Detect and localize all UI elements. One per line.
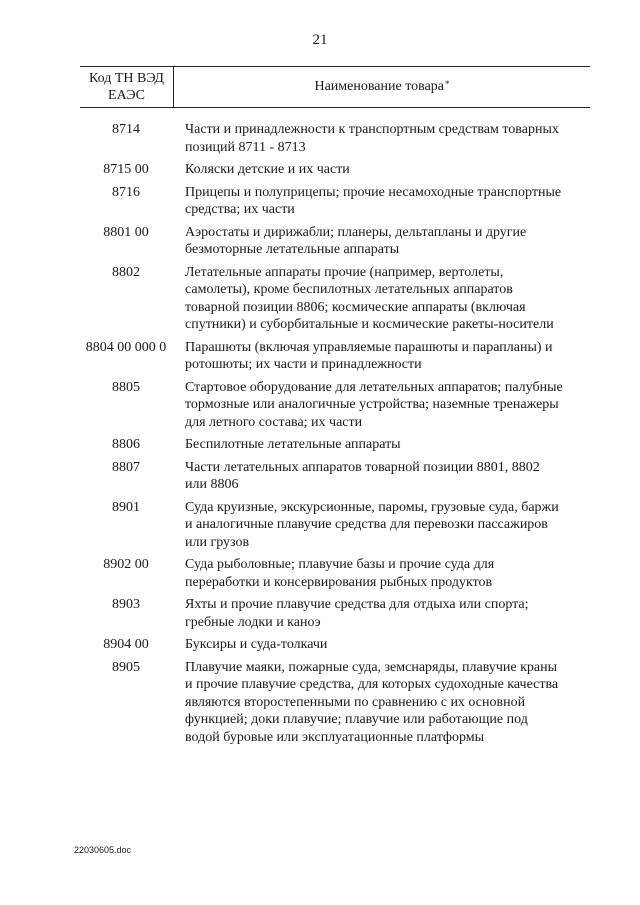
table-row — [74, 596, 590, 631]
header-code-line1: Код ТН ВЭД — [89, 71, 164, 86]
table-row — [74, 459, 590, 494]
row-code: 8905 — [112, 659, 140, 675]
table-row — [74, 184, 590, 219]
row-name: Буксиры и суда-толкачи — [185, 637, 328, 652]
row-name: Суда круизные, экскурсионные, паромы, грузовые суда, баржи и аналогичные плавучие средства для перевозки пассажиров или грузов — [185, 499, 559, 550]
row-code: 8715 00 — [103, 162, 149, 177]
row-name: Прицепы и полуприцепы; прочие несамоходные транспортные средства; их части — [185, 184, 562, 217]
row-code: 8807 — [112, 459, 140, 475]
page-number: 21 — [312, 32, 328, 48]
table-row — [74, 556, 590, 591]
row-code: 8904 00 — [103, 637, 149, 652]
table-row — [74, 379, 590, 432]
row-code: 8902 00 — [103, 557, 149, 572]
table-row — [74, 499, 590, 552]
table-row — [74, 264, 590, 334]
row-name: Стартовое оборудование для летательных аппаратов; палубные тормозные или аналогичные устройства; наземные тренажеры для летного состава; их части — [185, 379, 563, 430]
table-row — [74, 436, 590, 454]
row-name: Плавучие маяки, пожарные суда, земснаряды, плавучие краны и прочие плавучие средства, для которых судоходные качества являются второстепенными по сравнению с их основной функцией; доки плавучие; плавучие или работающие под водой буровые или эксплуатационные платформы — [185, 659, 559, 745]
table-row — [74, 121, 590, 156]
row-code: 8903 — [112, 597, 140, 612]
row-name: Части и принадлежности к транспортным средствам товарных позиций 8711 - 8713 — [185, 122, 559, 155]
row-name: Суда рыболовные; плавучие базы и прочие суда для переработки и консервирования рыбных продуктов — [185, 557, 495, 590]
row-code: 8806 — [112, 437, 140, 452]
row-name: Аэростаты и дирижабли; планеры, дельтапланы и другие безмоторные летательные аппараты — [185, 224, 527, 257]
row-name: Летательные аппараты прочие (например, вертолеты, самолеты), кроме беспилотных летательных аппаратов товарной позиции 8806; космические аппараты (включая спутники) и суборбитальные и космические ракеты-носители — [185, 264, 554, 332]
row-name: Парашюты (включая управляемые парашюты и парапланы) и ротошюты; их части и принадлежности — [185, 339, 553, 372]
table-row — [74, 636, 590, 654]
footer-file-name: 22030605.doc — [74, 845, 132, 855]
row-code: 8716 — [112, 184, 140, 200]
table-header — [80, 66, 590, 108]
row-name: Беспилотные летательные аппараты — [185, 437, 401, 452]
row-code: 8901 — [112, 499, 140, 515]
header-code-line2: ЕАЭС — [108, 88, 145, 103]
header-code-cell — [80, 67, 174, 107]
table-row — [74, 659, 590, 747]
row-code: 8802 — [112, 264, 140, 280]
row-name: Части летательных аппаратов товарной позиции 8801, 8802 или 8806 — [185, 459, 540, 492]
row-name: Яхты и прочие плавучие средства для отдыха или спорта; гребные лодки и каноэ — [185, 597, 529, 630]
header-name-cell — [174, 67, 590, 107]
header-name-label: Наименование товара — [314, 79, 444, 94]
row-code: 8714 — [112, 122, 140, 137]
goods-table-body — [74, 121, 590, 751]
row-code: 8805 — [112, 379, 140, 395]
table-row — [74, 339, 590, 374]
row-code: 8804 00 000 0 — [85, 339, 167, 355]
row-code: 8801 00 — [103, 224, 149, 240]
table-row — [74, 161, 590, 179]
header-footnote-mark: * — [445, 79, 450, 89]
row-name: Коляски детские и их части — [185, 162, 350, 177]
table-row — [74, 224, 590, 259]
